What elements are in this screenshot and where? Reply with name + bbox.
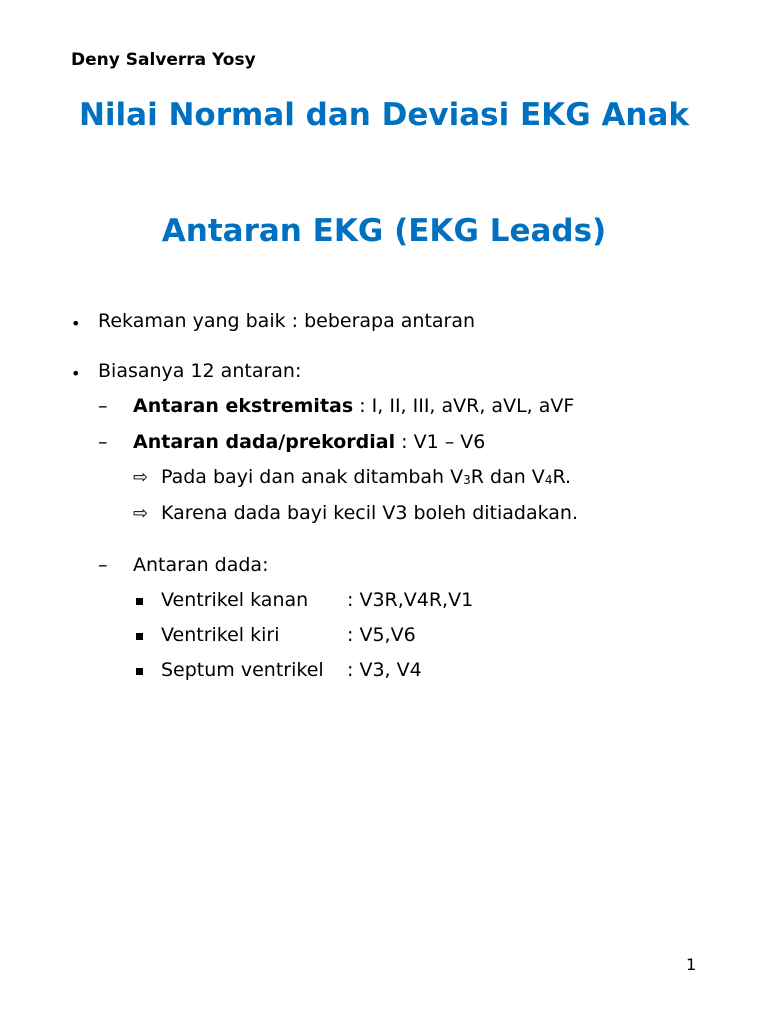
chest-item-value: : V5,V6 [347, 624, 416, 646]
square-bullet-icon [136, 598, 143, 605]
chest-item-label: Septum ventrikel [161, 659, 324, 681]
chest-leads-subheading: Antaran dada: [133, 554, 269, 576]
section-heading: Antaran EKG (EKG Leads) [161, 213, 607, 249]
chest-item-value: : V3, V4 [347, 659, 422, 681]
chest-item-label: Ventrikel kanan [161, 589, 309, 611]
bullet-item-recording: Rekaman yang baik : beberapa antaran [98, 310, 476, 332]
note-text: R. [552, 466, 572, 488]
limb-leads-value: : I, II, III, aVR, aVL, aVF [353, 395, 575, 417]
bullet-dot-icon: • [71, 364, 81, 383]
limb-leads-line [133, 395, 574, 417]
subscript: 3 [463, 473, 471, 487]
limb-leads-label: Antaran ekstremitas [133, 395, 354, 417]
square-bullet-icon [136, 633, 143, 640]
note-v3-omitted: Karena dada bayi kecil V3 boleh ditiadakan. [161, 502, 579, 524]
chest-item-label: Ventrikel kiri [161, 624, 280, 646]
chest-leads-value: : V1 – V6 [395, 431, 486, 453]
note-text: Pada bayi dan anak ditambah V [161, 466, 464, 488]
arrow-right-icon: ⇨ [133, 467, 149, 488]
note-infant-extra-leads [161, 466, 571, 488]
subscript: 4 [544, 473, 553, 487]
dash-marker-icon: – [98, 395, 108, 417]
note-text: R dan V [470, 466, 545, 488]
document-title: Nilai Normal dan Deviasi EKG Anak [78, 97, 690, 133]
bullet-item-12-leads: Biasanya 12 antaran: [98, 360, 302, 382]
chest-item-value: : V3R,V4R,V1 [347, 589, 474, 611]
dash-marker-icon: – [98, 554, 108, 576]
chest-leads-line [133, 431, 485, 453]
arrow-right-icon: ⇨ [133, 503, 149, 524]
dash-marker-icon: – [98, 431, 108, 453]
square-bullet-icon [136, 668, 143, 675]
page-number: 1 [686, 955, 697, 974]
author-name: Deny Salverra Yosy [71, 50, 256, 70]
chest-leads-label: Antaran dada/prekordial [133, 431, 396, 453]
bullet-dot-icon: • [71, 314, 81, 333]
